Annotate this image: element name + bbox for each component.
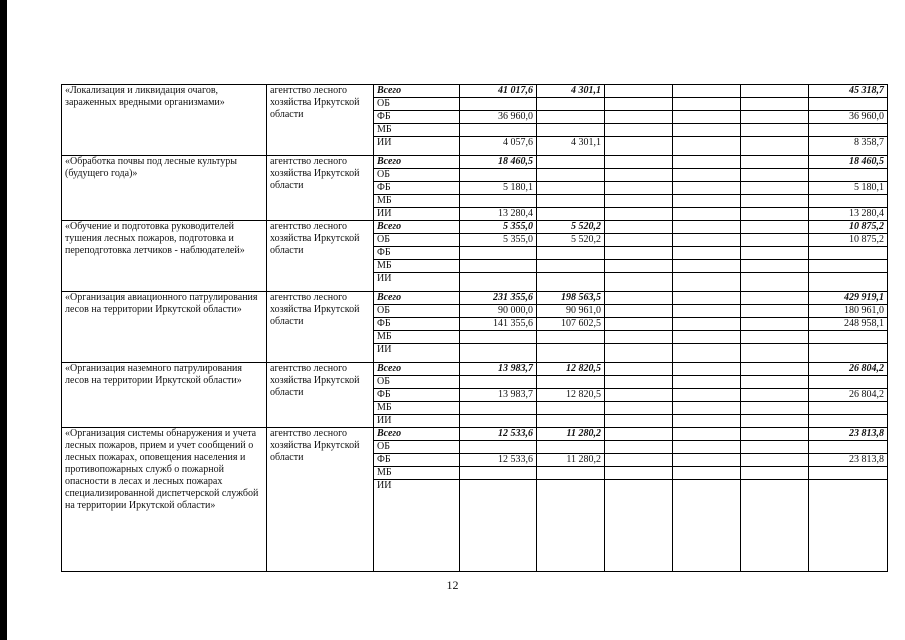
total-cell: 26 804,2 <box>809 389 888 402</box>
funding-source: МБ <box>374 260 460 273</box>
value-cell <box>741 156 809 169</box>
event-name: «Обучение и подготовка руководителей тушения лесных пожаров, подготовка и переподготовка летчиков - наблюдателей» <box>62 221 267 292</box>
value-cell <box>741 376 809 389</box>
value-cell <box>605 389 673 402</box>
value-cell <box>605 98 673 111</box>
value-cell <box>741 169 809 182</box>
responsible-agency: агентство лесного хозяйства Иркутской области <box>267 428 374 572</box>
value-cell <box>673 247 741 260</box>
responsible-agency: агентство лесного хозяйства Иркутской области <box>267 85 374 156</box>
total-cell <box>809 376 888 389</box>
funding-source: Всего <box>374 363 460 376</box>
total-cell: 45 318,7 <box>809 85 888 98</box>
total-cell <box>809 124 888 137</box>
value-cell <box>460 273 537 292</box>
value-cell <box>741 124 809 137</box>
value-cell <box>537 98 605 111</box>
value-cell <box>741 182 809 195</box>
value-cell <box>605 292 673 305</box>
value-cell <box>460 402 537 415</box>
value-cell <box>673 344 741 363</box>
value-cell <box>741 318 809 331</box>
funding-source: ИИ <box>374 208 460 221</box>
value-cell <box>741 363 809 376</box>
total-cell <box>809 441 888 454</box>
value-cell <box>537 195 605 208</box>
value-cell <box>460 344 537 363</box>
value-cell <box>537 273 605 292</box>
total-cell <box>809 195 888 208</box>
value-cell: 12 820,5 <box>537 389 605 402</box>
responsible-agency: агентство лесного хозяйства Иркутской области <box>267 292 374 363</box>
event-name: «Обработка почвы под лесные культуры (будущего года)» <box>62 156 267 221</box>
value-cell <box>673 85 741 98</box>
value-cell <box>605 273 673 292</box>
value-cell <box>741 428 809 441</box>
value-cell <box>537 344 605 363</box>
value-cell <box>460 260 537 273</box>
value-cell <box>741 208 809 221</box>
value-cell <box>741 305 809 318</box>
value-cell <box>537 402 605 415</box>
funding-source: ФБ <box>374 389 460 402</box>
funding-source: Всего <box>374 221 460 234</box>
total-cell: 13 280,4 <box>809 208 888 221</box>
value-cell <box>673 169 741 182</box>
program-funding-table <box>61 84 888 572</box>
value-cell <box>537 124 605 137</box>
event-name: «Организация авиационного патрулирования лесов на территории Иркутской области» <box>62 292 267 363</box>
total-cell: 5 180,1 <box>809 182 888 195</box>
funding-source: МБ <box>374 331 460 344</box>
value-cell <box>460 124 537 137</box>
value-cell: 11 280,2 <box>537 454 605 467</box>
value-cell <box>605 467 673 480</box>
value-cell <box>605 344 673 363</box>
funding-source: ОБ <box>374 376 460 389</box>
value-cell: 11 280,2 <box>537 428 605 441</box>
value-cell <box>673 98 741 111</box>
total-cell <box>809 331 888 344</box>
table-row <box>62 292 888 305</box>
value-cell <box>673 182 741 195</box>
value-cell <box>605 363 673 376</box>
value-cell <box>460 441 537 454</box>
value-cell <box>460 467 537 480</box>
value-cell <box>673 415 741 428</box>
value-cell: 4 301,1 <box>537 85 605 98</box>
value-cell <box>537 376 605 389</box>
total-cell <box>809 169 888 182</box>
value-cell <box>673 273 741 292</box>
value-cell <box>673 331 741 344</box>
total-cell <box>809 98 888 111</box>
value-cell <box>605 454 673 467</box>
funding-source: Всего <box>374 292 460 305</box>
value-cell <box>673 260 741 273</box>
value-cell: 13 983,7 <box>460 363 537 376</box>
funding-source: ФБ <box>374 454 460 467</box>
total-cell: 18 460,5 <box>809 156 888 169</box>
value-cell <box>673 376 741 389</box>
value-cell <box>741 454 809 467</box>
event-name: «Локализация и ликвидация очагов, зараженных вредными организмами» <box>62 85 267 156</box>
funding-source: ОБ <box>374 305 460 318</box>
value-cell <box>605 137 673 156</box>
value-cell <box>741 467 809 480</box>
value-cell: 5 355,0 <box>460 234 537 247</box>
value-cell <box>741 292 809 305</box>
total-cell <box>809 480 888 572</box>
funding-source: ИИ <box>374 137 460 156</box>
value-cell: 5 520,2 <box>537 234 605 247</box>
table-row <box>62 221 888 234</box>
value-cell <box>673 454 741 467</box>
value-cell: 4 301,1 <box>537 137 605 156</box>
value-cell <box>460 247 537 260</box>
value-cell <box>605 260 673 273</box>
funding-source: Всего <box>374 428 460 441</box>
value-cell: 12 820,5 <box>537 363 605 376</box>
value-cell <box>605 169 673 182</box>
funding-source: МБ <box>374 124 460 137</box>
funding-source: Всего <box>374 85 460 98</box>
value-cell: 36 960,0 <box>460 111 537 124</box>
value-cell <box>537 331 605 344</box>
value-cell <box>605 480 673 572</box>
funding-source: ИИ <box>374 344 460 363</box>
value-cell <box>537 182 605 195</box>
value-cell <box>741 234 809 247</box>
value-cell <box>741 402 809 415</box>
value-cell <box>741 273 809 292</box>
value-cell <box>741 415 809 428</box>
responsible-agency: агентство лесного хозяйства Иркутской области <box>267 156 374 221</box>
value-cell <box>537 480 605 572</box>
value-cell: 5 520,2 <box>537 221 605 234</box>
value-cell: 198 563,5 <box>537 292 605 305</box>
value-cell <box>673 402 741 415</box>
value-cell <box>605 428 673 441</box>
value-cell: 107 602,5 <box>537 318 605 331</box>
value-cell <box>673 221 741 234</box>
funding-source: Всего <box>374 156 460 169</box>
total-cell <box>809 415 888 428</box>
value-cell <box>741 247 809 260</box>
value-cell <box>605 234 673 247</box>
value-cell: 231 355,6 <box>460 292 537 305</box>
value-cell <box>741 195 809 208</box>
value-cell <box>537 169 605 182</box>
total-cell: 10 875,2 <box>809 221 888 234</box>
total-cell: 23 813,8 <box>809 454 888 467</box>
value-cell <box>460 480 537 572</box>
value-cell: 41 017,6 <box>460 85 537 98</box>
value-cell <box>741 441 809 454</box>
value-cell: 90 000,0 <box>460 305 537 318</box>
value-cell <box>537 247 605 260</box>
table-row <box>62 85 888 98</box>
value-cell <box>673 363 741 376</box>
funding-source: ФБ <box>374 182 460 195</box>
value-cell: 13 983,7 <box>460 389 537 402</box>
value-cell: 5 180,1 <box>460 182 537 195</box>
value-cell <box>741 260 809 273</box>
value-cell: 12 533,6 <box>460 454 537 467</box>
table-row <box>62 428 888 441</box>
value-cell: 13 280,4 <box>460 208 537 221</box>
value-cell <box>741 98 809 111</box>
funding-source: ОБ <box>374 441 460 454</box>
funding-source: ФБ <box>374 111 460 124</box>
page-number: 12 <box>446 578 459 592</box>
total-cell <box>809 467 888 480</box>
table-row <box>62 363 888 376</box>
funding-source: ОБ <box>374 169 460 182</box>
value-cell: 5 355,0 <box>460 221 537 234</box>
value-cell <box>673 480 741 572</box>
responsible-agency: агентство лесного хозяйства Иркутской области <box>267 221 374 292</box>
value-cell <box>605 208 673 221</box>
value-cell <box>537 156 605 169</box>
value-cell <box>460 169 537 182</box>
funding-source: ОБ <box>374 234 460 247</box>
value-cell <box>741 331 809 344</box>
value-cell <box>605 195 673 208</box>
value-cell <box>537 467 605 480</box>
value-cell <box>605 331 673 344</box>
total-cell: 429 919,1 <box>809 292 888 305</box>
value-cell <box>460 331 537 344</box>
total-cell: 10 875,2 <box>809 234 888 247</box>
value-cell <box>605 124 673 137</box>
value-cell <box>741 344 809 363</box>
value-cell <box>605 376 673 389</box>
total-cell <box>809 344 888 363</box>
value-cell <box>537 208 605 221</box>
total-cell: 8 358,7 <box>809 137 888 156</box>
value-cell <box>673 195 741 208</box>
total-cell <box>809 260 888 273</box>
funding-source: ИИ <box>374 415 460 428</box>
value-cell <box>673 234 741 247</box>
value-cell <box>673 318 741 331</box>
value-cell <box>605 247 673 260</box>
funding-source: ИИ <box>374 273 460 292</box>
funding-source: МБ <box>374 467 460 480</box>
value-cell <box>605 182 673 195</box>
value-cell <box>605 85 673 98</box>
scan-left-edge <box>0 0 7 640</box>
funding-source: МБ <box>374 195 460 208</box>
value-cell <box>673 428 741 441</box>
value-cell <box>673 156 741 169</box>
value-cell <box>605 318 673 331</box>
total-cell: 26 804,2 <box>809 363 888 376</box>
value-cell <box>673 137 741 156</box>
value-cell <box>673 208 741 221</box>
total-cell: 36 960,0 <box>809 111 888 124</box>
funding-source: МБ <box>374 402 460 415</box>
value-cell <box>605 305 673 318</box>
event-name: «Организация системы обнаружения и учета лесных пожаров, прием и учет сообщений о лесных пожарах, оповещения населения и противопожарных служб о пожарной опасности в лесах и лесных пожарах специализированной диспетчерской службой на территории Иркутской области» <box>62 428 267 572</box>
value-cell <box>741 85 809 98</box>
value-cell <box>537 415 605 428</box>
value-cell <box>460 195 537 208</box>
value-cell: 18 460,5 <box>460 156 537 169</box>
total-cell: 248 958,1 <box>809 318 888 331</box>
value-cell <box>673 305 741 318</box>
value-cell <box>460 98 537 111</box>
value-cell: 4 057,6 <box>460 137 537 156</box>
value-cell <box>741 389 809 402</box>
value-cell <box>605 156 673 169</box>
total-cell <box>809 247 888 260</box>
total-cell: 180 961,0 <box>809 305 888 318</box>
value-cell <box>605 415 673 428</box>
value-cell <box>741 137 809 156</box>
value-cell <box>537 441 605 454</box>
value-cell <box>741 221 809 234</box>
value-cell <box>460 376 537 389</box>
value-cell <box>673 389 741 402</box>
value-cell <box>741 111 809 124</box>
table-row <box>62 156 888 169</box>
funding-source: ОБ <box>374 98 460 111</box>
value-cell <box>673 124 741 137</box>
value-cell <box>537 260 605 273</box>
value-cell <box>673 292 741 305</box>
total-cell: 23 813,8 <box>809 428 888 441</box>
funding-source: ФБ <box>374 318 460 331</box>
total-cell <box>809 273 888 292</box>
value-cell: 141 355,6 <box>460 318 537 331</box>
value-cell: 12 533,6 <box>460 428 537 441</box>
funding-source: ФБ <box>374 247 460 260</box>
value-cell <box>537 111 605 124</box>
value-cell <box>605 402 673 415</box>
value-cell <box>673 467 741 480</box>
value-cell <box>741 480 809 572</box>
value-cell <box>673 111 741 124</box>
event-name: «Организация наземного патрулирования лесов на территории Иркутской области» <box>62 363 267 428</box>
value-cell <box>605 221 673 234</box>
value-cell <box>605 111 673 124</box>
table-body <box>62 85 888 572</box>
funding-source: ИИ <box>374 480 460 572</box>
value-cell <box>605 441 673 454</box>
value-cell <box>460 415 537 428</box>
value-cell <box>673 441 741 454</box>
responsible-agency: агентство лесного хозяйства Иркутской области <box>267 363 374 428</box>
value-cell: 90 961,0 <box>537 305 605 318</box>
total-cell <box>809 402 888 415</box>
